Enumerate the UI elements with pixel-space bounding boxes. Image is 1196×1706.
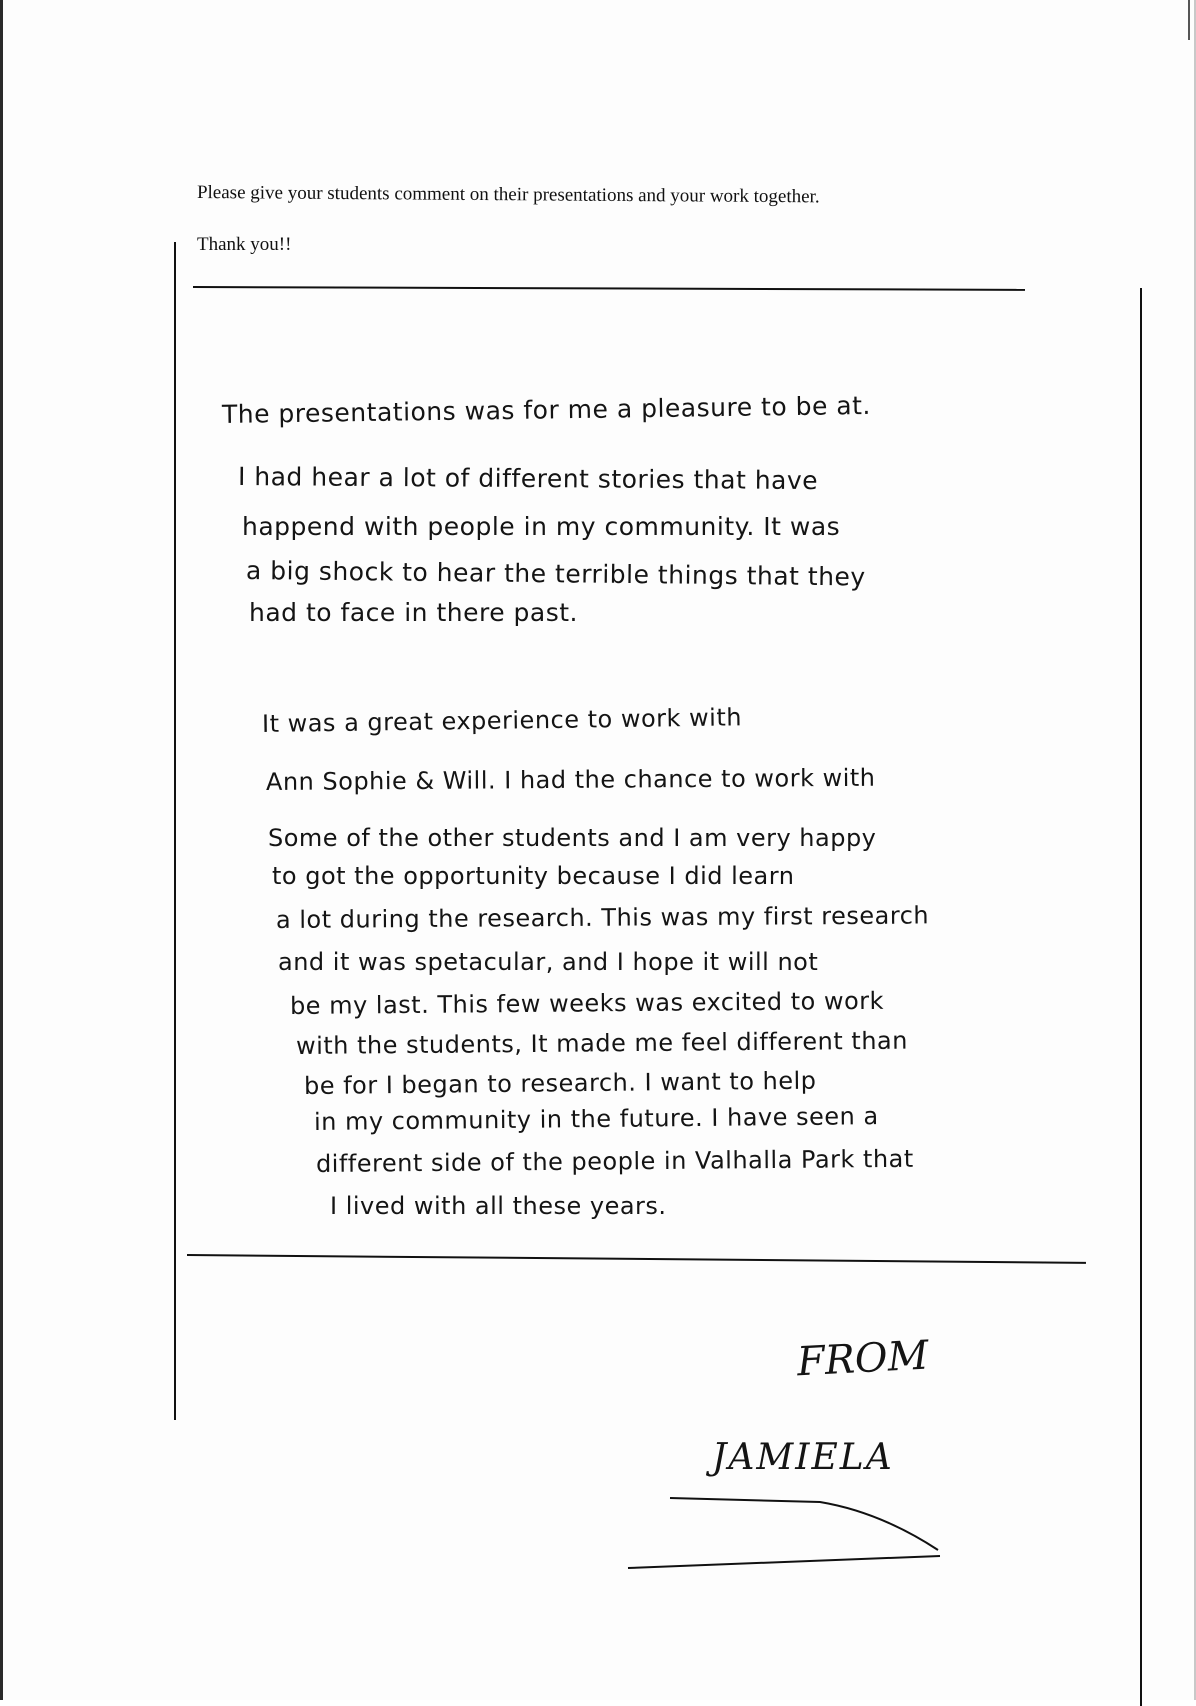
comment-line: be for I began to research. I want to help [303, 1066, 817, 1100]
comment-line: I had hear a lot of different stories that have [237, 462, 819, 496]
comment-line: Ann Sophie & Will. I had the chance to work with [265, 763, 876, 796]
comment-line: The presentations was for me a pleasure to be at. [221, 390, 872, 429]
form-instruction: Please give your students comment on their presentations and your work together. [196, 182, 820, 208]
comment-line: in my community in the future. I have seen a [313, 1102, 879, 1136]
top-divider-line [193, 286, 1025, 291]
comment-line: with the students, It made me feel different than [295, 1026, 909, 1060]
signature-underline [620, 1490, 960, 1580]
comment-line: to got the opportunity because I did learn [272, 862, 795, 890]
comment-line: Some of the other students and I am very happy [268, 824, 877, 852]
comment-line: had to face in there past. [249, 598, 579, 627]
scan-edge-mark [1188, 0, 1190, 40]
scan-edge-left [0, 0, 3, 1700]
left-border-line [174, 242, 176, 1420]
comment-line: It was a great experience to work with [261, 703, 743, 738]
bottom-divider-line [187, 1254, 1086, 1264]
signature-from: FROM [795, 1332, 930, 1386]
comment-line: happend with people in my community. It was [242, 512, 841, 541]
comment-line: be my last. This few weeks was excited to work [289, 986, 885, 1020]
form-thanks: Thank you!! [197, 234, 292, 255]
signature-name: JAMIELA [712, 1437, 894, 1478]
comment-line: different side of the people in Valhalla Park that [315, 1144, 914, 1178]
comment-line: I lived with all these years. [330, 1192, 667, 1220]
comment-line: a big shock to hear the terrible things that they [245, 556, 866, 592]
right-border-line [1140, 288, 1142, 1706]
comment-line: a lot during the research. This was my first research [275, 901, 930, 934]
comment-line: and it was spetacular, and I hope it will not [278, 948, 819, 976]
